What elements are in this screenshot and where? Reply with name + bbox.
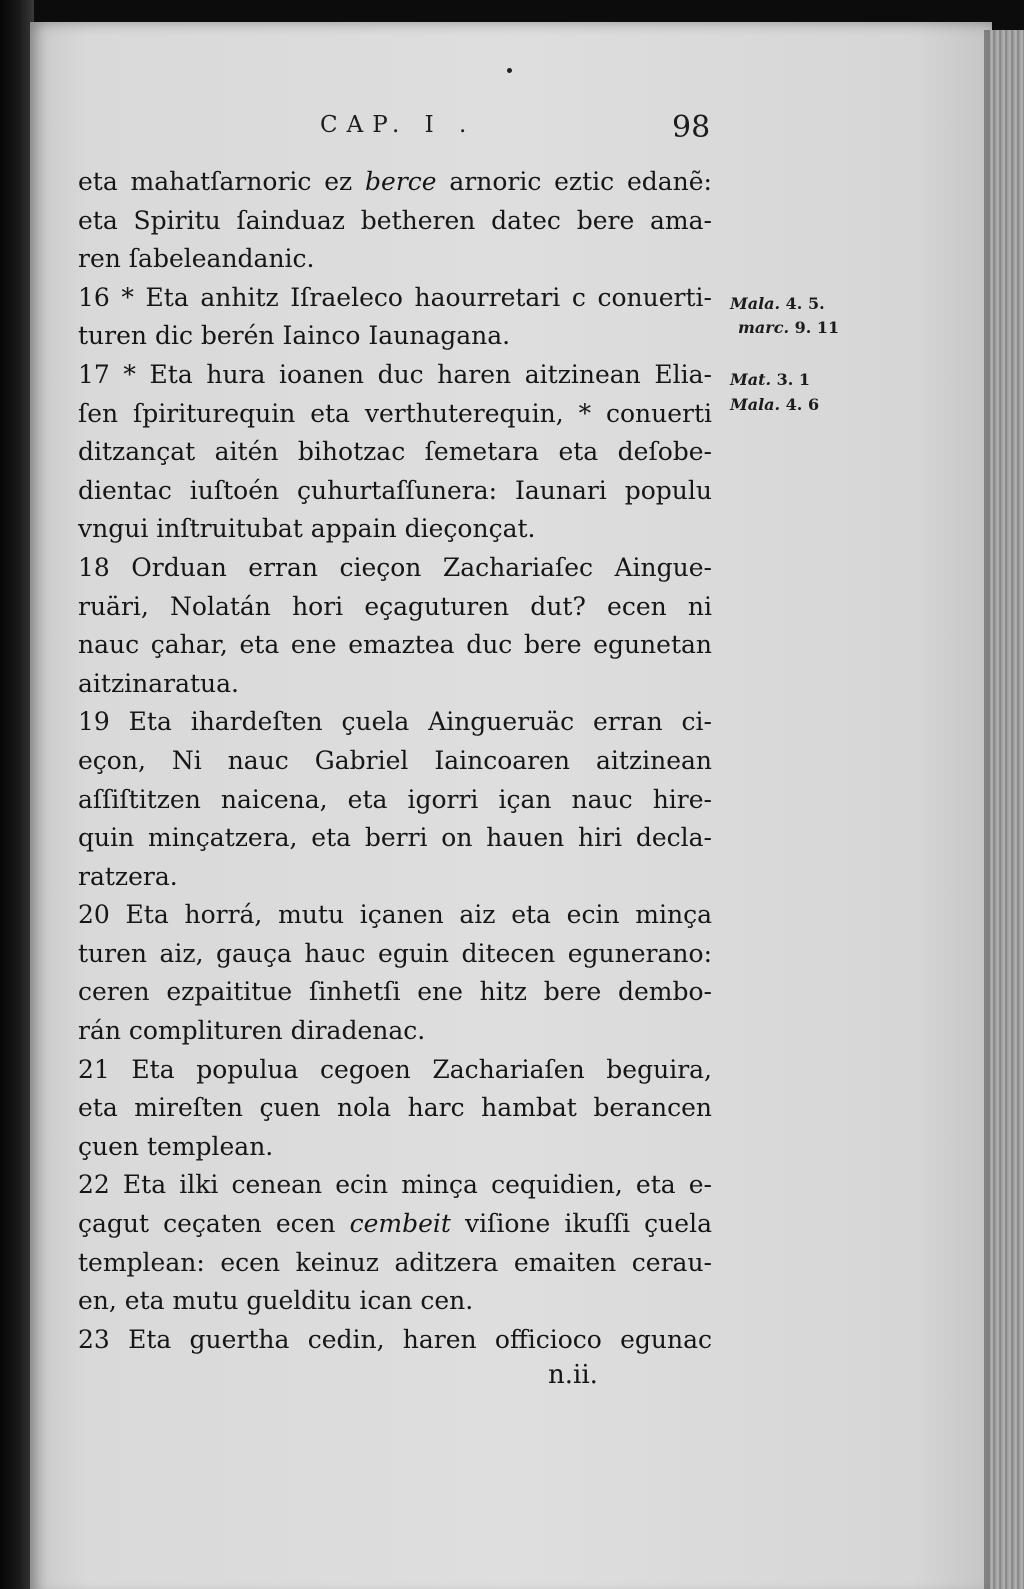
text-line: ren ſabeleandanic.: [78, 244, 315, 274]
margin-note: marc. 9. 11: [738, 318, 840, 337]
text-line: eta Spiritu ſainduaz betheren datec bere ama-: [78, 205, 712, 235]
text-line: çuen templean.: [78, 1131, 274, 1161]
text-line: eçon, Ni nauc Gabriel Iaincoaren aitzinean: [78, 745, 712, 775]
text-line: en, eta mutu guelditu ican cen.: [78, 1286, 474, 1316]
text-line: quin minçatzera, eta berri on hauen hiri decla-: [78, 823, 712, 853]
book-gutter: [0, 0, 34, 1589]
text-line: eta mahatſarnoric ez berce arnoric eztic edanẽ:: [78, 167, 712, 196]
margin-note: Mala. 4. 6: [730, 395, 820, 414]
catchword: n.ii.: [548, 1360, 598, 1390]
text-line: templean: ecen keinuz aditzera emaiten cerau-: [78, 1247, 712, 1277]
text-line: ditzançat aitén bihotzac ſemetara eta deſobe-: [78, 437, 712, 467]
text-line: ratzera.: [78, 861, 178, 891]
text-line: nauc çahar, eta ene emaztea duc bere egunetan: [78, 630, 712, 660]
text-line: aitzinaratua.: [78, 668, 239, 698]
text-line: eta mireſten çuen nola harc hambat berancen: [78, 1093, 712, 1123]
verse-16: 16 * Eta anhitz Iſraeleco haourretari c conuerti-: [78, 282, 712, 312]
page-number: 98: [672, 110, 711, 145]
chapter-heading: CAP. I .: [320, 112, 476, 138]
text-line: turen dic berén Iainco Iaunagana.: [78, 321, 511, 351]
text-line: ceren ezpaititue ſinhetſi ene hitz bere dembo-: [78, 977, 712, 1007]
margin-note: Mat. 3. 1: [730, 370, 811, 389]
text-line: vngui inſtruitubat appain dieçonçat.: [78, 514, 536, 544]
text-line: rán complituren diradenac.: [78, 1016, 426, 1046]
text-line: ſen ſpiriturequin eta verthuterequin, * conuerti: [78, 398, 712, 428]
margin-note: Mala. 4. 5.: [730, 294, 825, 313]
text-line: turen aiz, gauça hauc eguin ditecen egunerano:: [78, 938, 712, 968]
print-mark: [507, 68, 512, 73]
verse-21: 21 Eta populua cegoen Zachariaſen beguira,: [78, 1054, 712, 1084]
page-stack-edge: [990, 30, 1024, 1589]
verse-20: 20 Eta horrá, mutu içanen aiz eta ecin minça: [78, 900, 712, 930]
verse-23: 23 Eta guertha cedin, haren officioco egunac: [78, 1324, 712, 1354]
verse-22: 22 Eta ilki cenean ecin minça cequidien, eta e-: [78, 1170, 712, 1200]
text-line: çagut ceçaten ecen cembeit viſione ikuſſi çuela: [78, 1209, 712, 1239]
verse-17: 17 * Eta hura ioanen duc haren aitzinean Elia-: [78, 359, 712, 389]
text-line: aſſiſtitzen naicena, eta igorri içan nauc hire-: [78, 784, 712, 814]
body-text: [78, 163, 712, 1359]
verse-18: 18 Orduan erran cieçon Zachariaſec Aingue-: [78, 552, 712, 582]
text-line: ruäri, Nolatán hori eçaguturen dut? ecen ni: [78, 591, 712, 621]
text-line: dientac iuſtoén çuhurtaſſunera: Iaunari populu: [78, 475, 712, 505]
verse-19: 19 Eta ihardeſten çuela Aingueruäc erran ci-: [78, 707, 712, 737]
